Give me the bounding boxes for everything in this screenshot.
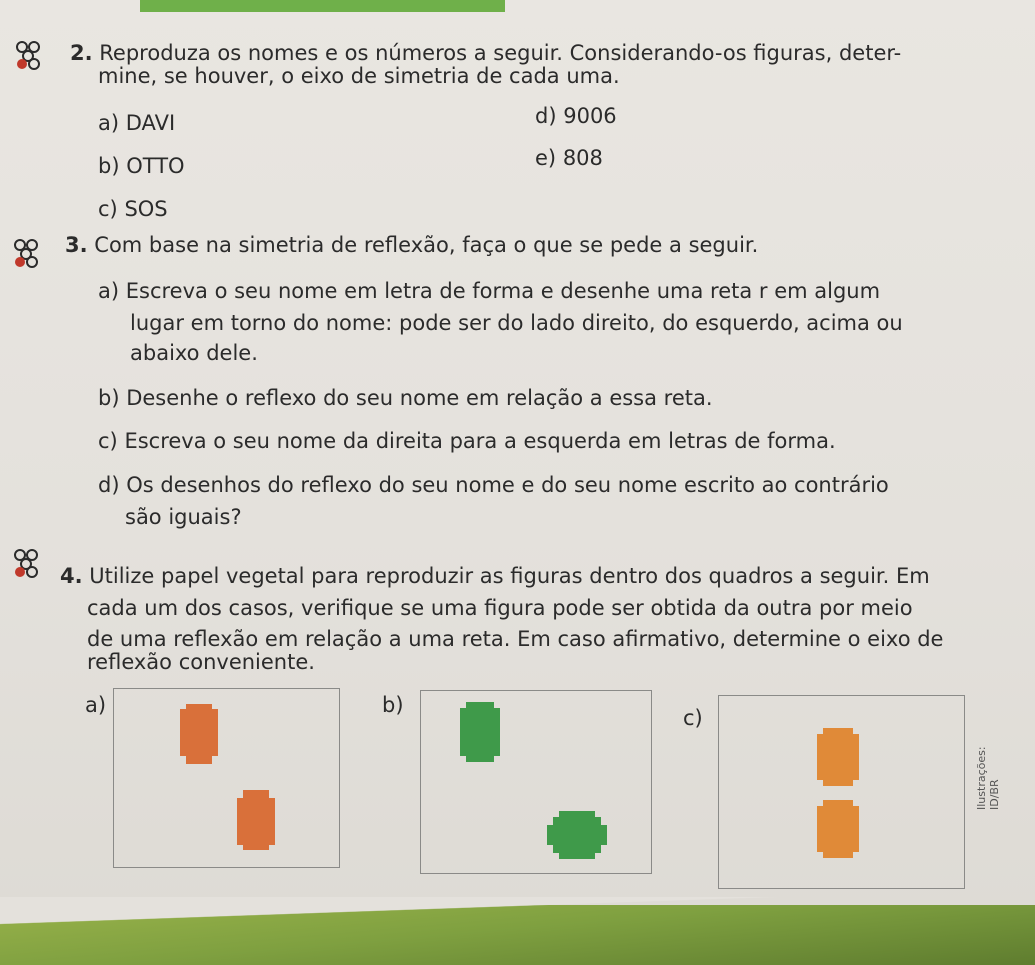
- group-activity-icon: [12, 548, 52, 578]
- group-activity-icon: [14, 40, 54, 70]
- q3-item-b: b) Desenhe o reflexo do seu nome em relação a essa reta.: [98, 386, 713, 410]
- question-text: Reproduza os nomes e os números a seguir. Considerando-os figuras, deter-: [99, 41, 902, 65]
- q3-item-a-cont: abaixo dele.: [130, 341, 258, 365]
- box-b-label: b): [382, 693, 404, 717]
- q3-item-a-cont: lugar em torno do nome: pode ser do lado direito, do esquerdo, acima ou: [130, 311, 903, 335]
- box-a-label: a): [85, 693, 107, 717]
- question-text: Com base na simetria de reflexão, faça o que se pede a seguir.: [94, 233, 759, 257]
- question-text-cont: cada um dos casos, verifique se uma figura pode ser obtida da outra por meio: [87, 596, 913, 620]
- question-number: 4.: [60, 564, 83, 588]
- q3-item-c: c) Escreva o seu nome da direita para a esquerda em letras de forma.: [98, 429, 836, 453]
- figure-c-shape-bottom: [815, 798, 861, 858]
- question-text-cont: mine, se houver, o eixo de simetria de cada uma.: [98, 64, 620, 88]
- q2-item-d: d) 9006: [535, 104, 617, 128]
- q2-item-b: b) OTTO: [98, 154, 185, 178]
- q2-item-c: c) SOS: [98, 197, 168, 221]
- figure-box-b: [420, 690, 652, 874]
- question-text: Utilize papel vegetal para reproduzir as figuras dentro dos quadros a seguir. Em: [89, 564, 930, 588]
- group-activity-icon: [12, 238, 52, 268]
- illustration-credit: Ilustrações: ID/BR: [975, 746, 1001, 810]
- figure-b-shape-top: [458, 702, 502, 762]
- q2-item-e: e) 808: [535, 146, 603, 170]
- question-text-cont: de uma reflexão em relação a uma reta. Em caso afirmativo, determine o eixo de: [87, 627, 944, 651]
- top-color-bar: [140, 0, 505, 12]
- question-3: [65, 232, 758, 258]
- figure-box-c: [718, 695, 965, 889]
- figure-b-shape-bottom: [545, 811, 609, 859]
- q3-item-d-cont: são iguais?: [125, 505, 242, 529]
- q3-item-d: d) Os desenhos do reflexo do seu nome e do seu nome escrito ao contrário: [98, 473, 889, 497]
- figure-box-a: [113, 688, 340, 868]
- question-number: 3.: [65, 233, 88, 257]
- q3-item-a: a) Escreva o seu nome em letra de forma e desenhe uma reta r em algum: [98, 279, 881, 303]
- figure-a-shape-bottom: [235, 790, 277, 850]
- question-text-cont: reflexão conveniente.: [87, 650, 315, 674]
- figure-a-shape-top: [178, 704, 220, 764]
- q2-item-a: a) DAVI: [98, 111, 176, 135]
- question-number: 2.: [70, 41, 93, 65]
- bottom-color-band: [0, 905, 1035, 965]
- question-4: [60, 563, 930, 589]
- box-c-label: c): [683, 706, 703, 730]
- figure-c-shape-top: [815, 728, 861, 788]
